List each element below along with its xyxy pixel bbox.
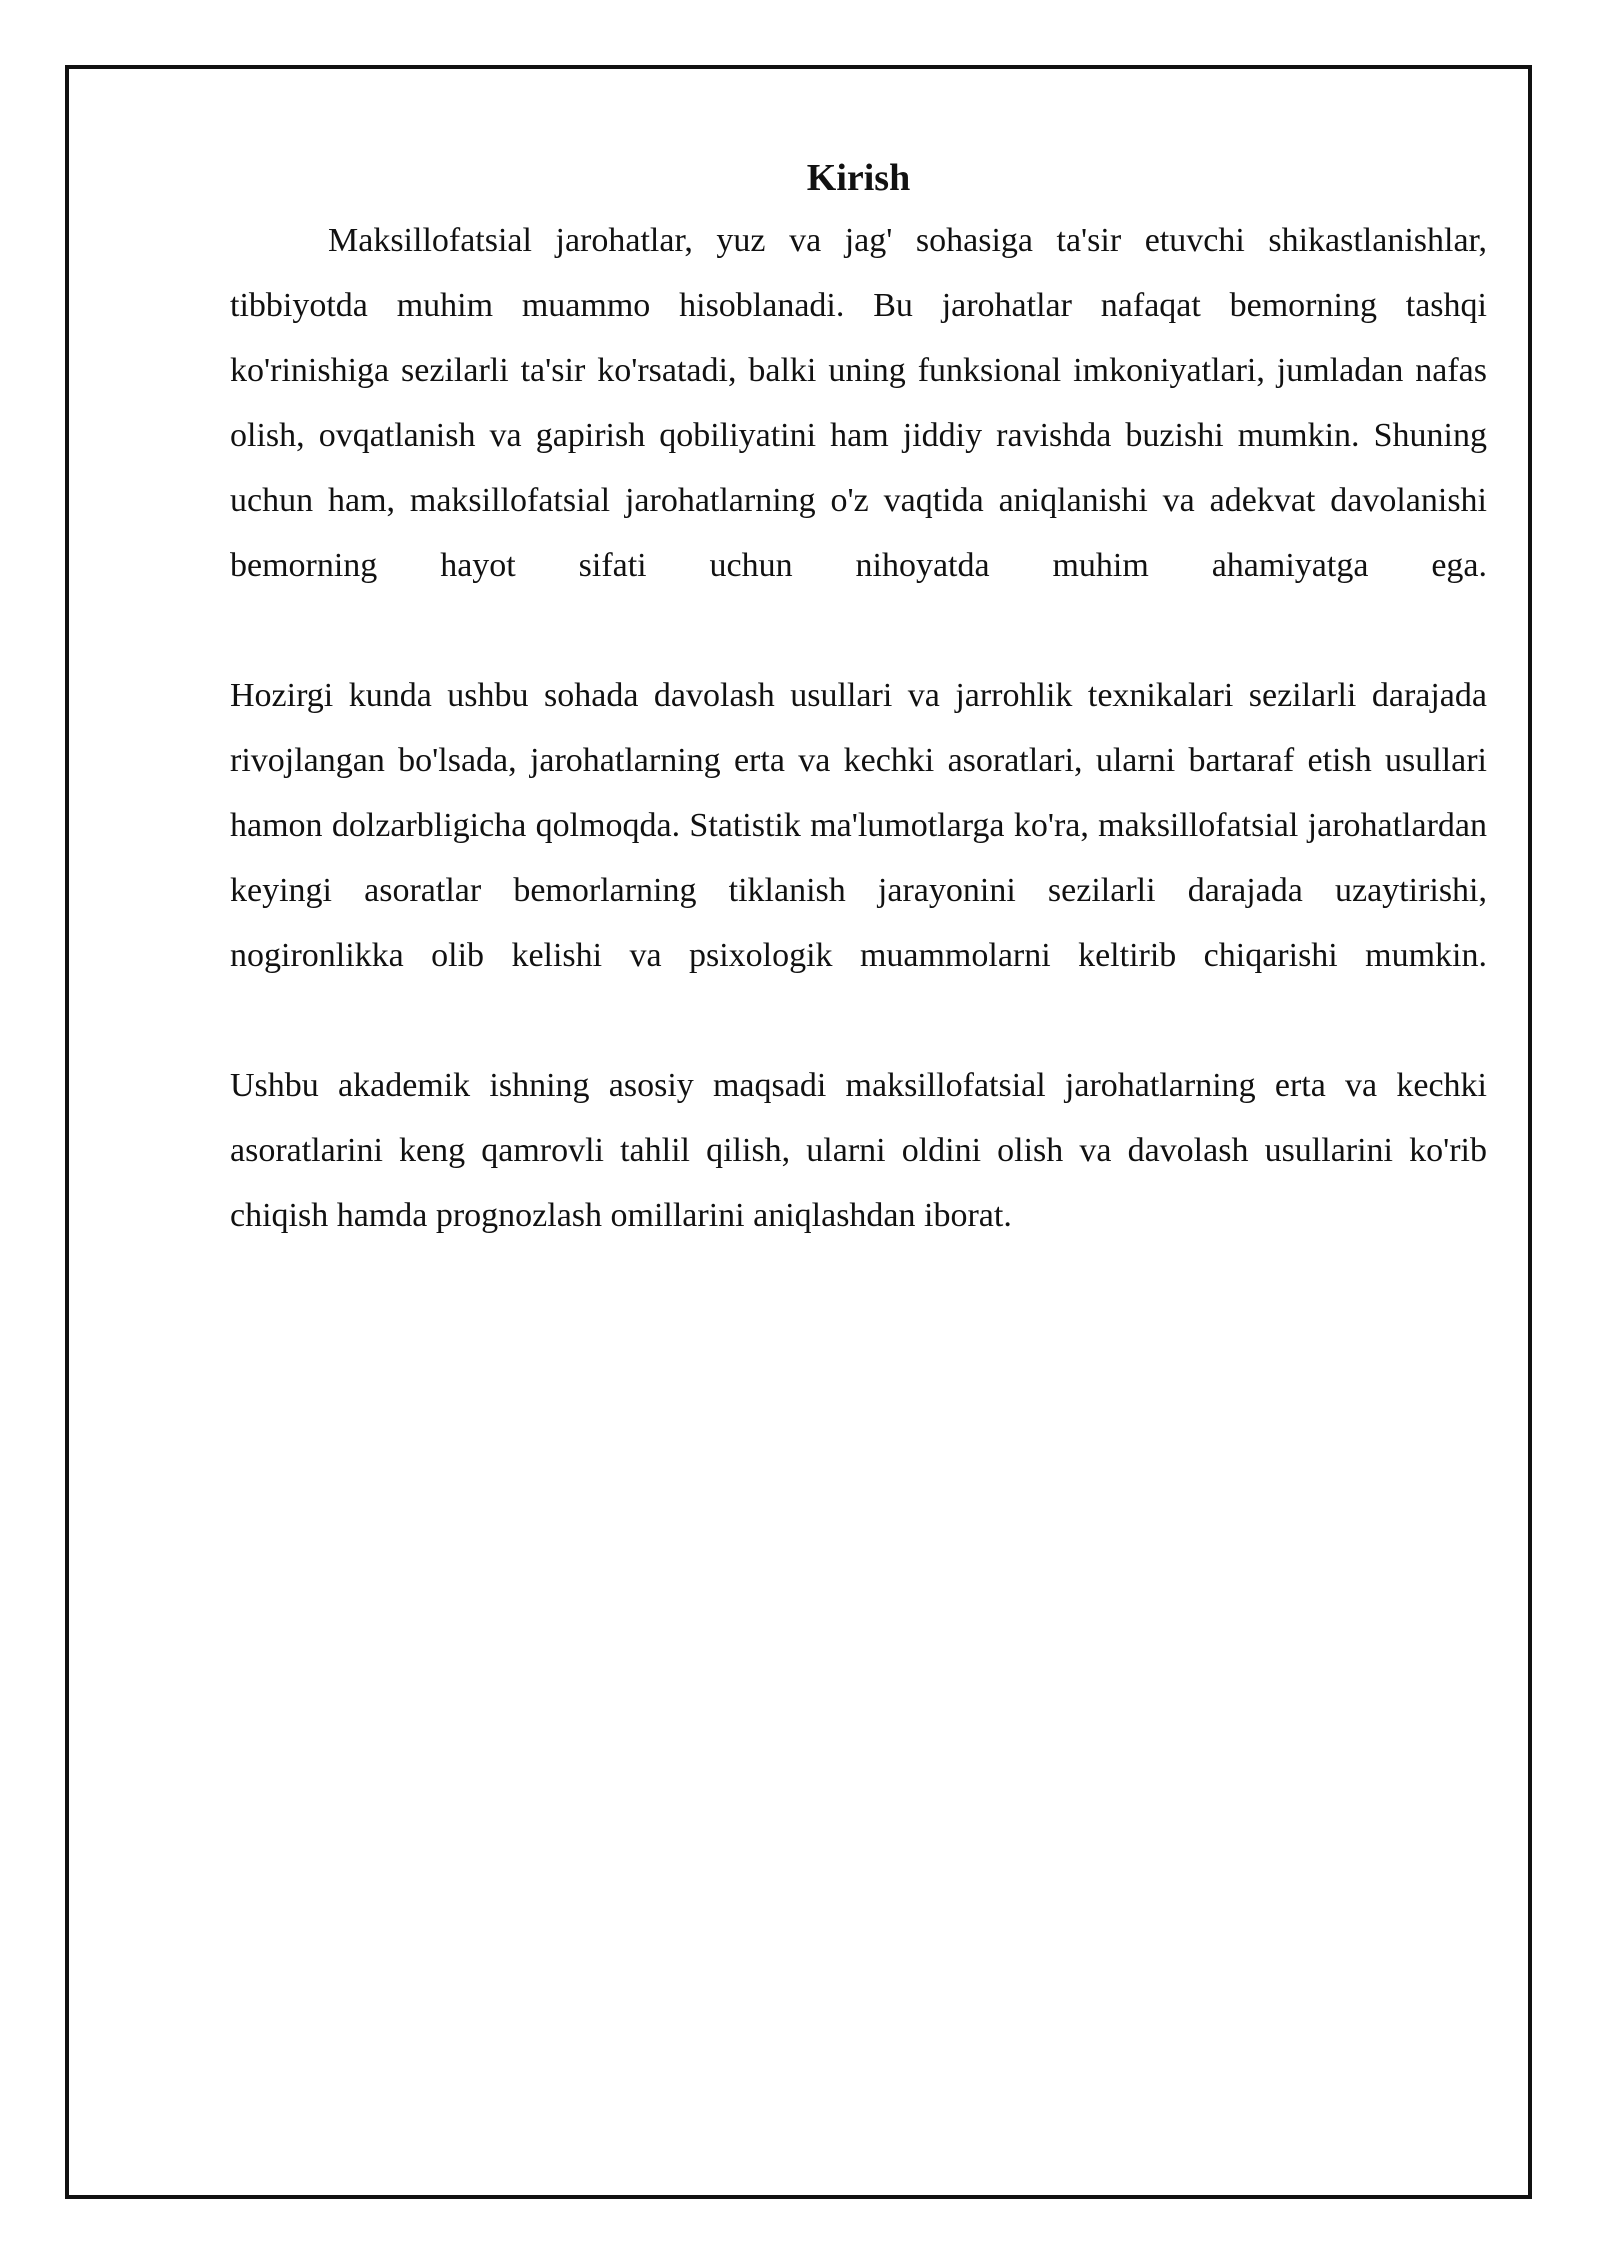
paragraph-1: Maksillofatsial jarohatlar, yuz va jag' sohasiga ta'sir etuvchi shikastlanishlar, tibbiyotda muhim muammo hisoblanadi. Bu jarohatlar nafaqat bemorning tashqi ko'rinishiga sezilarli ta'sir ko'rsatadi, balki uning funksional imkoniyatlari, jumladan nafas olish, ovqatlanish va gapirish qobiliyatini ham jiddiy ravishda buzishi mumkin. Shuning uchun ham, maksillofatsial jarohatlarning o'z vaqtida aniqlanishi va adekvat davolanishi bemorning hayot sifati uchun nihoyatda muhim ahamiyatga ega. [230, 222, 1487, 584]
paragraph-2: Hozirgi kunda ushbu sohada davolash usullari va jarrohlik texnikalari sezilarli darajada rivojlangan bo'lsada, jarohatlarning erta va kechki asoratlari, ularni bartaraf etish usullari hamon dolzarbligicha qolmoqda. Statistik ma'lumotlarga ko'ra, maksillofatsial jarohatlardan keyingi asoratlar bemorlarning tiklanish jarayonini sezilarli darajada uzaytirishi, nogironlikka olib kelishi va psixologik muammolarni keltirib chiqarishi mumkin. [230, 677, 1487, 974]
section-title: Kirish [806, 157, 911, 199]
document-body [230, 150, 1487, 1248]
paragraph-3: Ushbu akademik ishning asosiy maqsadi maksillofatsial jarohatlarning erta va kechki asoratlarini keng qamrovli tahlil qilish, ularni oldini olish va davolash usullarini ko'rib chiqish hamda prognozlash omillarini aniqlashdan iborat. [230, 1067, 1487, 1234]
